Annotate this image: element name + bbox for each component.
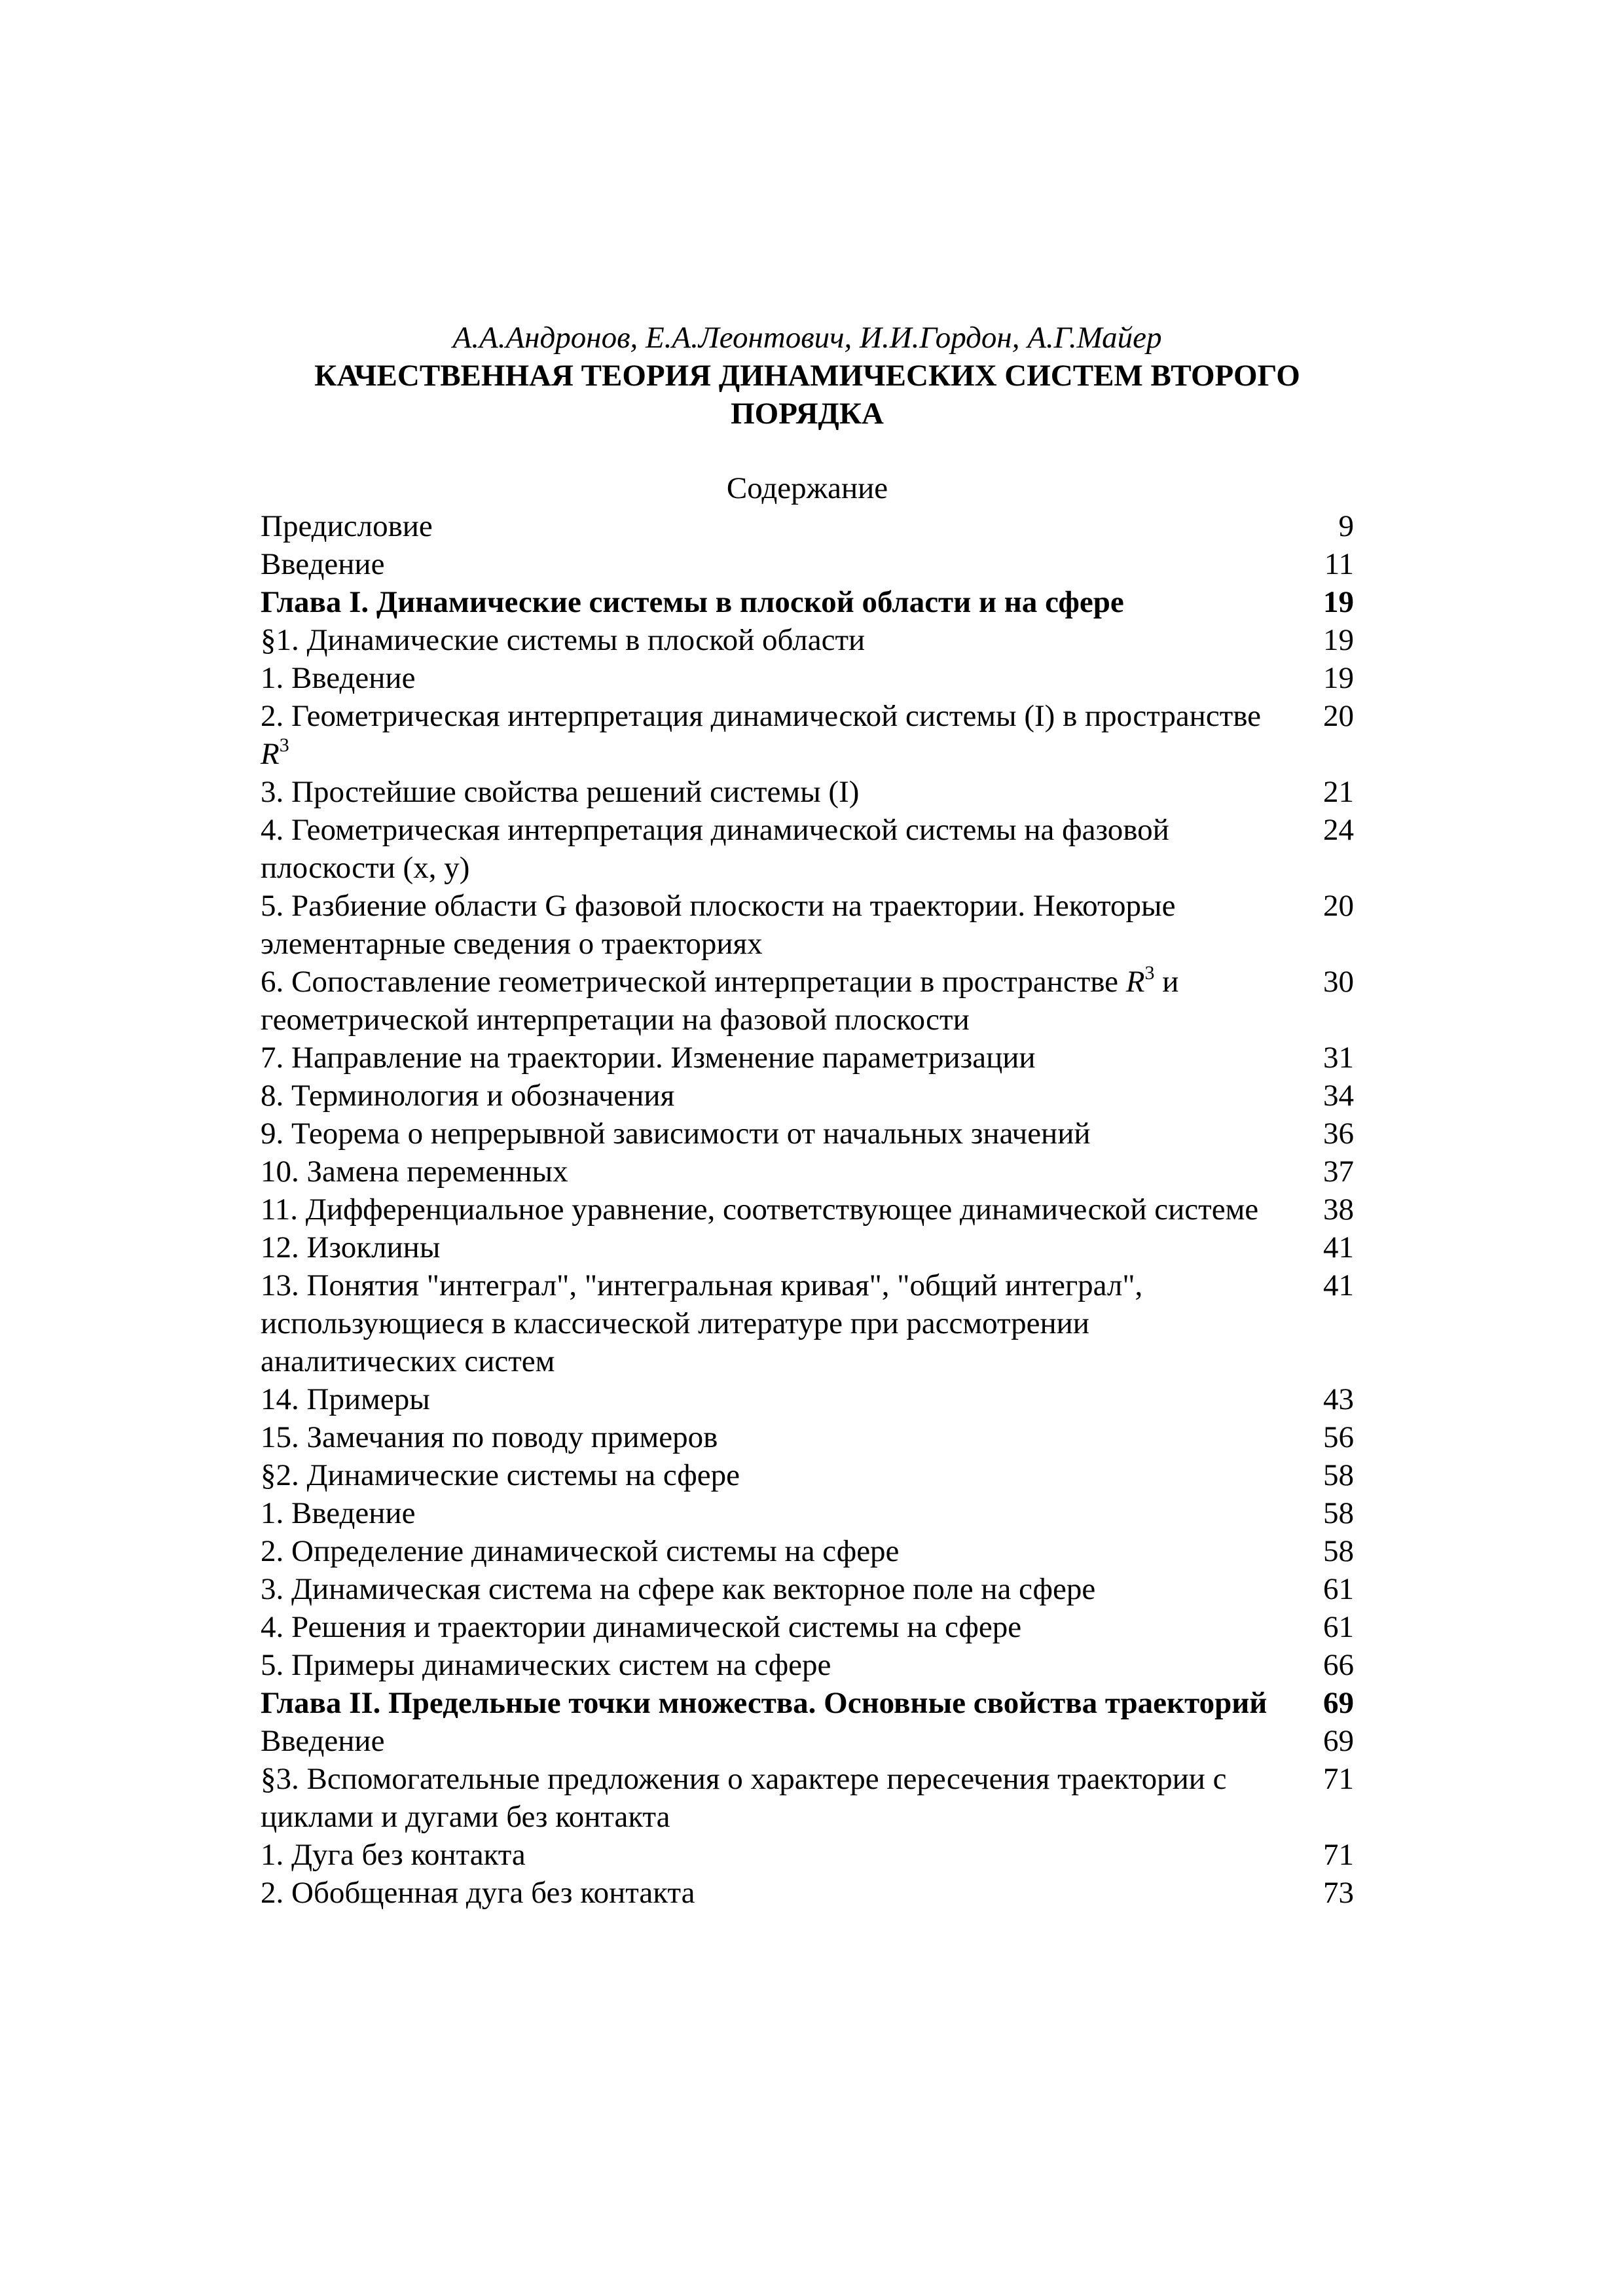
toc-entry-page-number: 21 — [1323, 775, 1354, 809]
toc-entry — [261, 1115, 1354, 1153]
toc-entry-page-number: 56 — [1323, 1420, 1354, 1454]
toc-entry-title — [261, 963, 1282, 1039]
toc-entry-text-tail: и геометрической интерпретации на фазовой плоскости — [261, 965, 1179, 1037]
toc-entry-page-number: 19 — [1323, 585, 1354, 619]
toc-entry — [261, 1418, 1354, 1456]
toc-entry-page-number: 9 — [1338, 509, 1354, 543]
toc-entry-page-number: 58 — [1323, 1496, 1354, 1530]
toc-entry-text: §1. Динамические системы в плоской области — [261, 623, 866, 657]
toc-entry — [261, 773, 1354, 811]
toc-entry — [261, 1722, 1354, 1760]
toc-entry-page-number: 61 — [1323, 1610, 1354, 1644]
toc-entry-title — [261, 1266, 1282, 1380]
toc-entry-text: 7. Направление на траектории. Изменение параметризации — [261, 1041, 1036, 1075]
toc-entry-page-number: 19 — [1323, 661, 1354, 695]
toc-entry-title — [261, 659, 1282, 697]
math-symbol: R — [1125, 965, 1145, 999]
toc-entry — [261, 1646, 1354, 1684]
toc-entry — [261, 887, 1354, 963]
toc-entry-page-number: 43 — [1323, 1382, 1354, 1416]
toc-entry-title — [261, 1494, 1282, 1532]
toc-entry-page-number: 71 — [1323, 1762, 1354, 1796]
toc-entry-title — [261, 811, 1282, 887]
toc-entry — [261, 507, 1354, 545]
toc-entry — [261, 1608, 1354, 1646]
toc-entry-text: Глава I. Динамические системы в плоской области и на сфере — [261, 585, 1124, 619]
toc-entry-text: 2. Определение динамической системы на сфере — [261, 1534, 900, 1568]
toc-entry-title — [261, 887, 1282, 963]
toc-entry — [261, 659, 1354, 697]
toc-entry — [261, 1456, 1354, 1494]
toc-entry — [261, 1570, 1354, 1608]
toc-entry-title — [261, 1380, 1282, 1418]
toc-entry-text: 1. Введение — [261, 1496, 416, 1530]
book-title: КАЧЕСТВЕННАЯ ТЕОРИЯ ДИНАМИЧЕСКИХ СИСТЕМ ВТОРОГО ПОРЯДКА — [314, 359, 1300, 431]
toc-entry-title — [261, 621, 1282, 659]
toc-entry — [261, 1077, 1354, 1115]
toc-entry-title — [261, 1570, 1282, 1608]
toc-entry-title — [261, 1760, 1282, 1836]
toc-entry — [261, 963, 1354, 1039]
toc-entry-text: 8. Терминология и обозначения — [261, 1079, 675, 1113]
toc-entry-text: 13. Понятия "интеграл", "интегральная кривая", "общий интеграл", использующиеся в классической литературе при рассмотрении аналитических систем — [261, 1268, 1143, 1378]
toc-entry-page-number: 69 — [1323, 1686, 1354, 1720]
toc-entry-page-number: 73 — [1323, 1876, 1354, 1910]
toc-entry — [261, 1380, 1354, 1418]
toc-entry-title — [261, 1608, 1282, 1646]
toc-entry-title — [261, 773, 1282, 811]
toc-entry-title — [261, 1039, 1282, 1077]
toc-entry-text: 4. Решения и траектории динамической системы на сфере — [261, 1610, 1022, 1644]
toc-entry-title — [261, 697, 1282, 773]
toc-entry-page-number: 69 — [1323, 1724, 1354, 1758]
toc-entry — [261, 1760, 1354, 1836]
toc-entry-title — [261, 1229, 1282, 1266]
toc-entry-text: Введение — [261, 1724, 385, 1758]
toc-entry-title — [261, 1532, 1282, 1570]
toc-entry-title — [261, 1722, 1282, 1760]
toc-entry-title — [261, 1418, 1282, 1456]
math-symbol: R — [261, 737, 280, 771]
toc-entry-title — [261, 1115, 1282, 1153]
toc-entry — [261, 545, 1354, 583]
toc-entry-page-number: 36 — [1323, 1117, 1354, 1151]
toc-entry-title — [261, 1836, 1282, 1874]
toc-entry-page-number: 24 — [1323, 813, 1354, 847]
toc-entry-title — [261, 545, 1282, 583]
toc-entry — [261, 1494, 1354, 1532]
toc-entry-page-number: 41 — [1323, 1230, 1354, 1265]
toc-entry-text: 3. Простейшие свойства решений системы (I) — [261, 775, 860, 809]
toc-entry-text: Глава II. Предельные точки множества. Основные свойства траекторий — [261, 1686, 1267, 1720]
toc-entry — [261, 811, 1354, 887]
toc-entry-page-number: 58 — [1323, 1458, 1354, 1492]
toc-entry-text: Введение — [261, 547, 385, 581]
toc-entry-page-number: 66 — [1323, 1648, 1354, 1682]
toc-heading: Содержание — [726, 471, 888, 505]
toc-entry-text: 2. Обобщенная дуга без контакта — [261, 1876, 695, 1910]
toc-entry-text: 15. Замечания по поводу примеров — [261, 1420, 718, 1454]
toc-entry-text: 6. Сопоставление геометрической интерпретации в пространстве — [261, 965, 1126, 999]
toc-entry — [261, 1836, 1354, 1874]
toc-entry — [261, 621, 1354, 659]
toc-entry — [261, 1874, 1354, 1912]
toc-entry-page-number: 20 — [1323, 699, 1354, 733]
toc-entry — [261, 697, 1354, 773]
toc-entry-text: 11. Дифференциальное уравнение, соответствующее динамической системе — [261, 1193, 1259, 1227]
toc-entry-page-number: 37 — [1323, 1155, 1354, 1189]
toc-entry-text: 5. Разбиение области G фазовой плоскости на траектории. Некоторые элементарные сведения о траекториях — [261, 889, 1176, 961]
toc-entry-page-number: 41 — [1323, 1268, 1354, 1302]
authors-line: А.А.Андронов, Е.А.Леонтович, И.И.Гордон, А.Г.Майер — [452, 321, 1162, 355]
toc-entry-text: 1. Дуга без контакта — [261, 1838, 526, 1872]
toc-entry-title — [261, 1646, 1282, 1684]
toc-entry-title — [261, 1191, 1282, 1229]
toc-entry-text: 14. Примеры — [261, 1382, 430, 1416]
toc-entry-text: §2. Динамические системы на сфере — [261, 1458, 740, 1492]
toc-entry-text: §3. Вспомогательные предложения о характере пересечения траектории с циклами и дугами без контакта — [261, 1762, 1227, 1834]
toc-entry-page-number: 11 — [1324, 547, 1354, 581]
math-superscript: 3 — [279, 734, 289, 757]
toc-entry-title — [261, 1456, 1282, 1494]
toc-entry-page-number: 20 — [1323, 889, 1354, 923]
toc-entry — [261, 1153, 1354, 1191]
toc-entry-title — [261, 1684, 1282, 1722]
toc-entry-text: 2. Геометрическая интерпретация динамической системы (I) в пространстве — [261, 699, 1262, 733]
toc-entry-page-number: 38 — [1323, 1193, 1354, 1227]
table-of-contents — [261, 507, 1354, 1912]
toc-entry-text: 4. Геометрическая интерпретация динамической системы на фазовой плоскости (x, y) — [261, 813, 1169, 885]
math-superscript: 3 — [1144, 962, 1155, 984]
toc-entry — [261, 1266, 1354, 1380]
toc-entry — [261, 1229, 1354, 1266]
toc-entry-text: 12. Изоклины — [261, 1230, 441, 1265]
toc-entry-page-number: 19 — [1323, 623, 1354, 657]
toc-entry-page-number: 71 — [1323, 1838, 1354, 1872]
toc-entry — [261, 1684, 1354, 1722]
toc-entry-text: 9. Теорема о непрерывной зависимости от начальных значений — [261, 1117, 1091, 1151]
toc-entry-text: 3. Динамическая система на сфере как векторное поле на сфере — [261, 1572, 1096, 1606]
document-page — [261, 319, 1354, 1912]
toc-entry-page-number: 61 — [1323, 1572, 1354, 1606]
toc-entry-title — [261, 1153, 1282, 1191]
toc-entry — [261, 583, 1354, 621]
toc-entry — [261, 1191, 1354, 1229]
toc-entry-title — [261, 507, 1282, 545]
toc-entry-page-number: 31 — [1323, 1041, 1354, 1075]
toc-entry-title — [261, 1874, 1282, 1912]
toc-entry-text: 10. Замена переменных — [261, 1155, 568, 1189]
toc-entry — [261, 1532, 1354, 1570]
toc-entry-page-number: 34 — [1323, 1079, 1354, 1113]
toc-entry-page-number: 58 — [1323, 1534, 1354, 1568]
toc-entry-title — [261, 1077, 1282, 1115]
toc-entry-text: 5. Примеры динамических систем на сфере — [261, 1648, 831, 1682]
toc-entry-title — [261, 583, 1282, 621]
toc-entry-page-number: 30 — [1323, 965, 1354, 999]
toc-entry — [261, 1039, 1354, 1077]
toc-entry-text: 1. Введение — [261, 661, 416, 695]
toc-entry-text: Предисловие — [261, 509, 433, 543]
